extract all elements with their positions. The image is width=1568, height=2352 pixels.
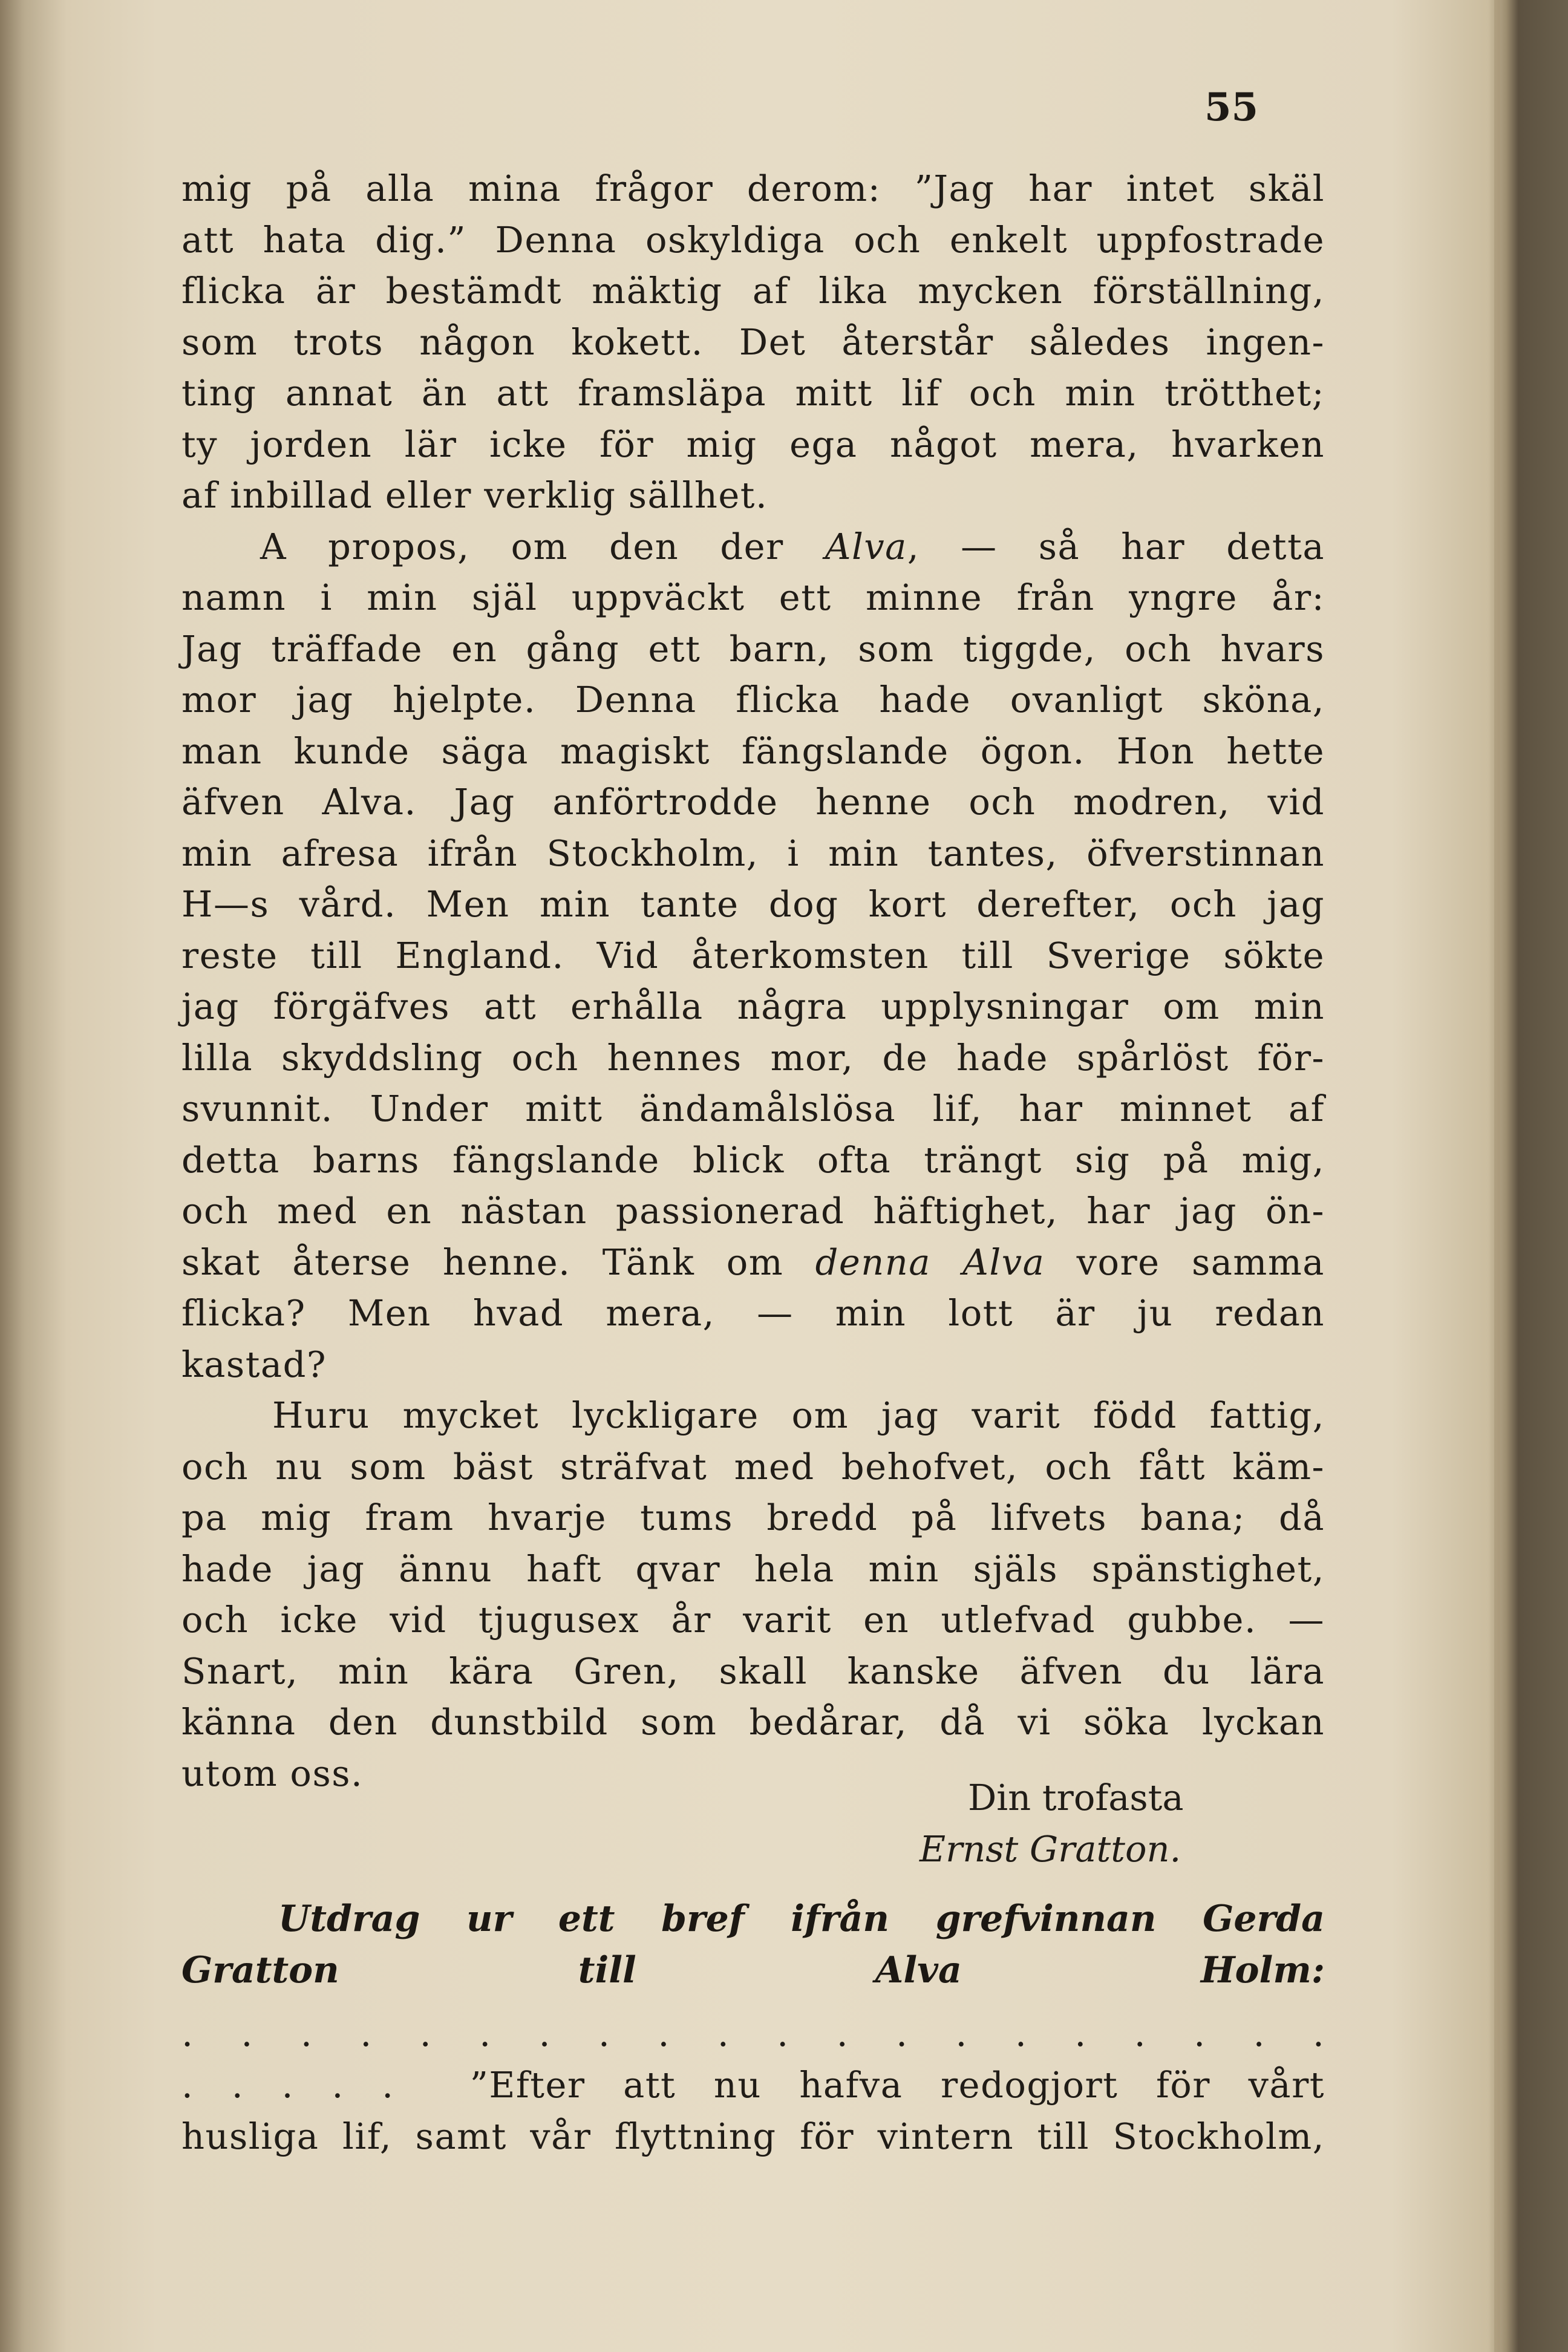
text-line: att hata dig.” Denna oskyldiga och enkelt uppfostrade	[181, 218, 1325, 261]
text-line: af inbillad eller verklig sällhet.	[181, 474, 768, 516]
heading-line: Utdrag ur ett bref ifrån grefvinnan Gerda	[278, 1898, 1325, 1940]
paragraph-3	[181, 1390, 1325, 1799]
text-line: husliga lif, samt vår flyttning för vintern till Stockholm,	[181, 2115, 1325, 2157]
signature-name: Ernst Gratton.	[920, 1828, 1181, 1870]
text-line: och nu som bäst sträfvat med behofvet, och fått käm-	[181, 1445, 1325, 1488]
italic-name: denna Alva	[815, 1241, 1045, 1283]
text-line	[181, 521, 1325, 573]
text-line: flicka? Men hvad mera, — min lott är ju redan	[181, 1292, 1325, 1334]
text-line: detta barns fängslande blick ofta trängt sig på mig,	[181, 1138, 1325, 1181]
text-line: . . . . . ”Efter att nu hafva redogjort för vårt	[181, 2064, 1325, 2106]
text-line: Snart, min kära Gren, skall kanske äfven du lära	[181, 1650, 1325, 1692]
text-line: reste till England. Vid återkomsten till Sverige sökte	[181, 934, 1325, 976]
page-edge	[1494, 0, 1500, 2352]
text-line: man kunde säga magiskt fängslande ögon. Hon hette	[181, 730, 1325, 772]
text-line: kastad?	[181, 1343, 327, 1385]
text-line: ting annat än att framsläpa mitt lif och min trötthet;	[181, 372, 1325, 414]
text-line: mig på alla mina frågor derom: ”Jag har intet skäl	[181, 168, 1325, 209]
text-line	[181, 1237, 1325, 1289]
text-line: utom oss.	[181, 1752, 364, 1794]
text-line: och icke vid tjugusex år varit en utlefvad gubbe. —	[181, 1599, 1325, 1641]
signature	[920, 1772, 1403, 1875]
text-line: lilla skyddsling och hennes mor, de hade spårlöst för-	[181, 1036, 1325, 1079]
text-line: jag förgäfves att erhålla några upplysningar om min	[181, 985, 1325, 1027]
text-line: min afresa ifrån Stockholm, i min tantes, öfverstinnan	[181, 832, 1325, 874]
text-line: mor jag hjelpte. Denna flicka hade ovanligt sköna,	[181, 679, 1325, 720]
text-fragment: A propos, om den der	[260, 525, 825, 567]
section-heading	[181, 1893, 1325, 1996]
text-fragment: skat återse henne. Tänk om	[181, 1241, 815, 1283]
signature-closing: Din trofasta	[968, 1777, 1184, 1818]
text-line: ty jorden lär icke för mig ega något mera, hvarken	[181, 423, 1325, 465]
text-line: svunnit. Under mitt ändamålslösa lif, har minnet af	[181, 1088, 1325, 1129]
text-fragment: , — så har detta	[907, 525, 1325, 567]
paragraph-1	[181, 163, 1325, 521]
heading-line: Gratton till Alva Holm:	[181, 1949, 1325, 1991]
ellipsis-line	[181, 2008, 1325, 2060]
letter-excerpt	[181, 2060, 1325, 2162]
text-line: pa mig fram hvarje tums bredd på lifvets bana; då	[181, 1497, 1325, 1538]
text-line: Huru mycket lyckligare om jag varit född fattig,	[272, 1394, 1325, 1436]
text-line: känna den dunstbild som bedårar, då vi söka lyckan	[181, 1701, 1325, 1743]
text-line: och med en nästan passionerad häftighet, har jag ön-	[181, 1190, 1325, 1232]
paragraph-2	[181, 521, 1325, 1391]
text-fragment: vore samma	[1045, 1241, 1325, 1283]
text-line: som trots någon kokett. Det återstår således ingen-	[181, 321, 1325, 363]
italic-name: Alva	[825, 525, 907, 567]
text-line: namn i min själ uppväckt ett minne från yngre år:	[181, 577, 1325, 618]
book-page	[181, 73, 1325, 2311]
text-line: äfven Alva. Jag anförtrodde henne och modren, vid	[181, 781, 1325, 823]
dots-text: . . . . . . . . . . . . . . . . . . . .	[181, 2013, 1325, 2055]
text-line: H—s vård. Men min tante dog kort derefter, och jag	[181, 883, 1325, 925]
text-line: flicka är bestämdt mäktig af lika mycken förställning,	[181, 270, 1325, 312]
text-line: hade jag ännu haft qvar hela min själs spänstighet,	[181, 1547, 1325, 1590]
letter-body	[181, 163, 1325, 1799]
text-line: Jag träffade en gång ett barn, som tiggde, och hvars	[181, 627, 1325, 670]
page-number: 55	[1204, 85, 1258, 130]
